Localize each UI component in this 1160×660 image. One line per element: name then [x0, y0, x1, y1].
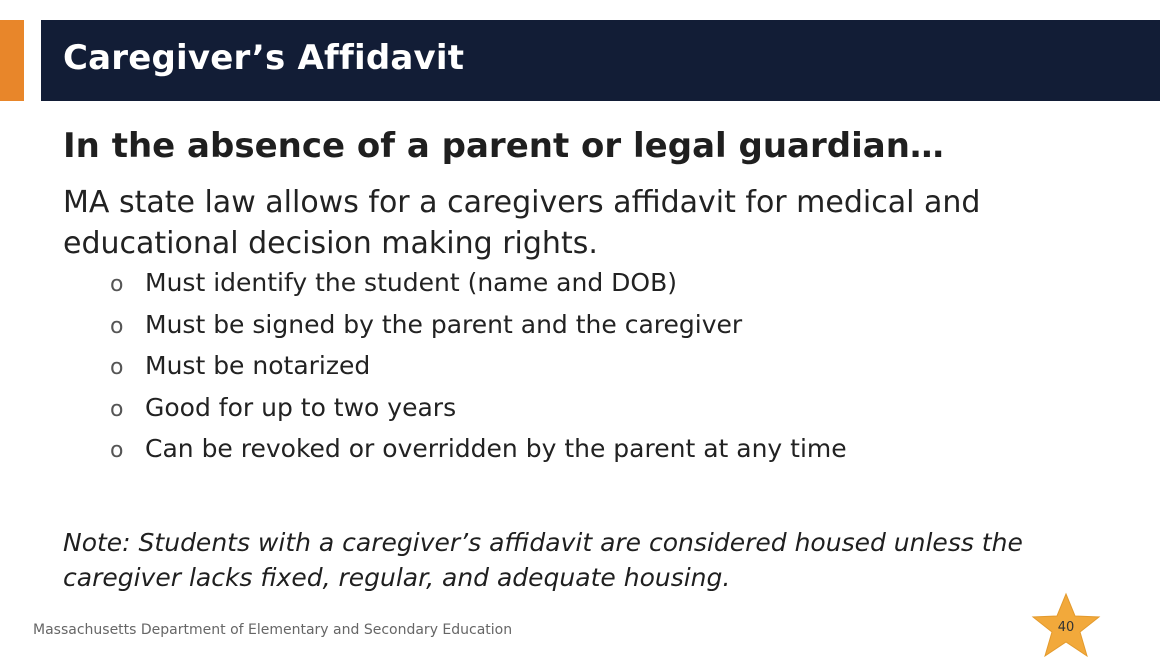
list-item-text: Good for up to two years: [145, 392, 457, 422]
list-item-text: Must identify the student (name and DOB): [145, 268, 677, 297]
note-text: Note: Students with a caregiver’s affidavit are considered housed unless the caregiver lacks fixed, regular, and adequate housing.: [63, 528, 1023, 592]
list-item-text: Must be notarized: [145, 351, 371, 380]
bullet-marker: o: [110, 355, 124, 380]
bullet-marker: o: [110, 272, 124, 297]
list-item: [110, 351, 847, 393]
bullet-marker: o: [110, 438, 124, 463]
page-number-badge: [1030, 592, 1102, 660]
requirements-list: [110, 268, 847, 476]
footer-organization: Massachusetts Department of Elementary and Secondary Education: [33, 622, 513, 638]
title-bar: [41, 20, 1160, 101]
bullet-marker: o: [110, 313, 124, 339]
slide-title: Caregiver’s Affidavit: [63, 38, 465, 78]
subheading: In the absence of a parent or legal guardian…: [63, 126, 944, 166]
list-item: [110, 310, 847, 352]
list-item: [110, 434, 847, 476]
list-item-text: Must be signed by the parent and the caregiver: [145, 309, 743, 339]
accent-bar: [0, 20, 24, 101]
list-item: [110, 268, 847, 310]
list-item-text: Can be revoked or overridden by the parent at any time: [145, 434, 847, 463]
list-item: [110, 393, 847, 435]
bullet-marker: o: [110, 396, 124, 422]
page-number: 40: [1057, 620, 1075, 635]
intro-text: MA state law allows for a caregivers affidavit for medical and educational decision making rights.: [63, 185, 981, 261]
